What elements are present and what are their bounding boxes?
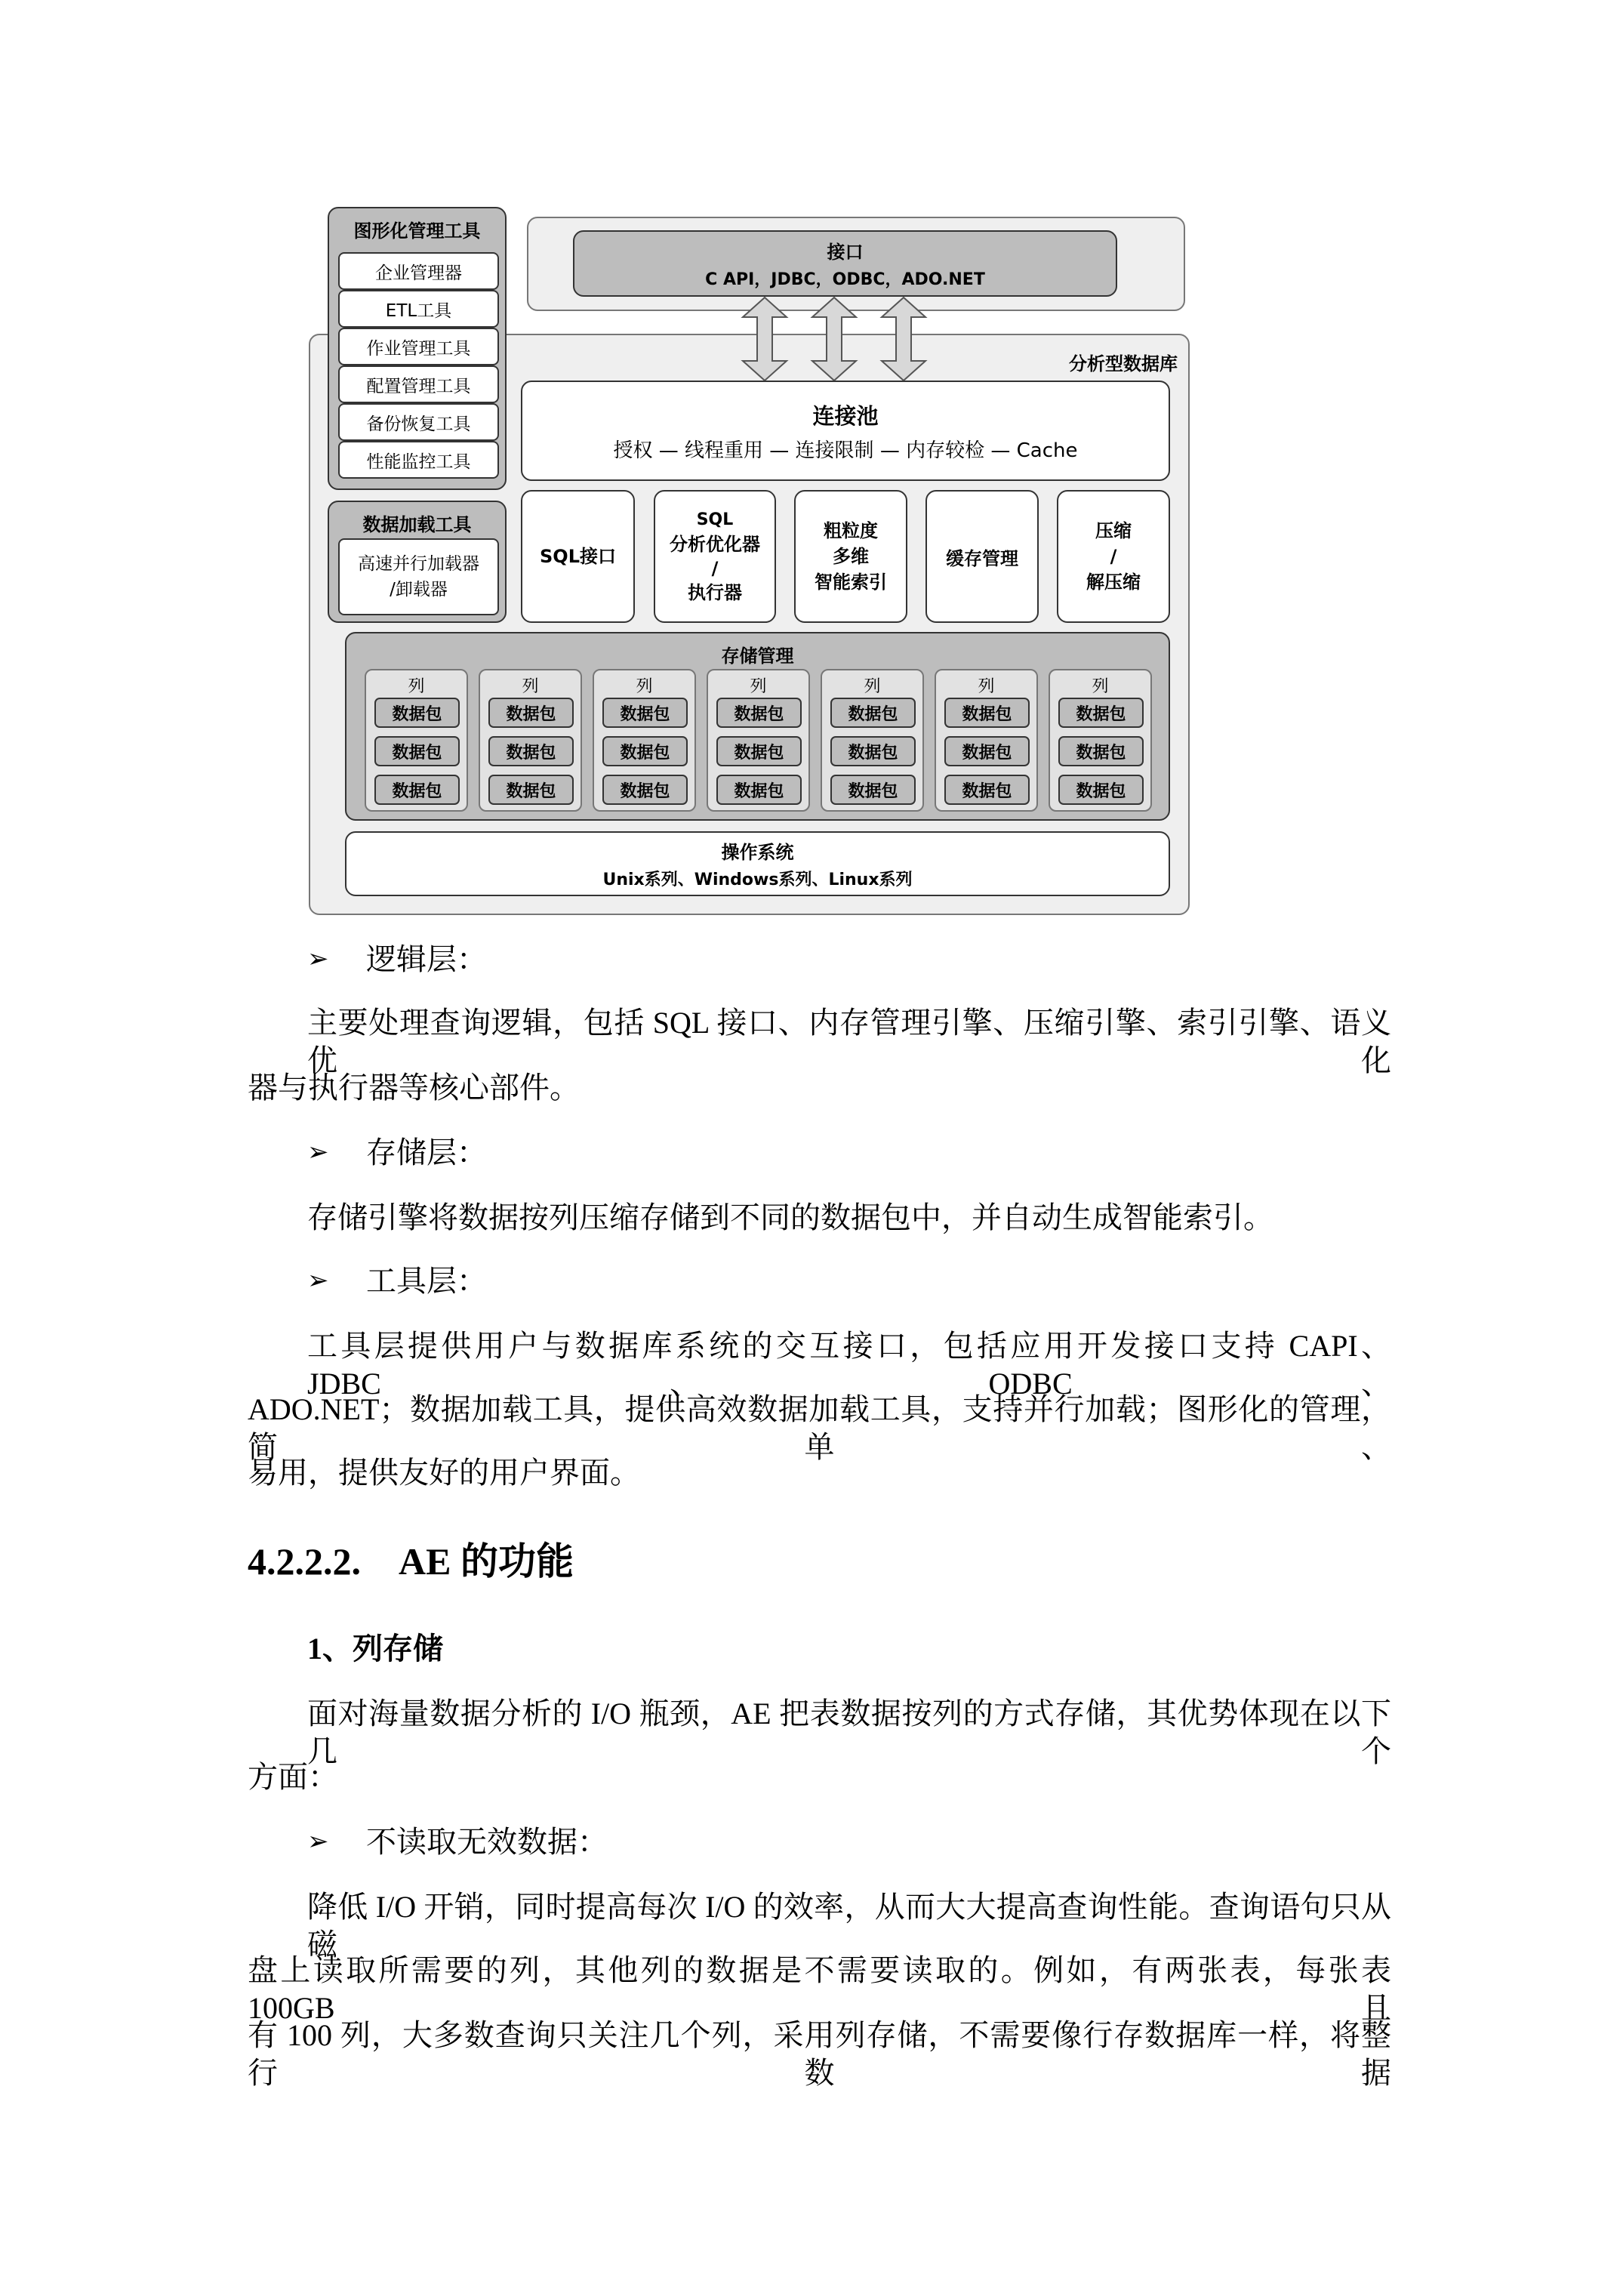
module-sql-interface xyxy=(521,490,635,623)
parallel-loader-line1: 高速并行加载器 xyxy=(358,554,479,574)
module-line: 粗粒度 xyxy=(824,520,878,541)
storage-column xyxy=(821,669,924,812)
column-label: 列 xyxy=(864,677,881,696)
module-line: 分析优化器 xyxy=(670,534,760,555)
column-label: 列 xyxy=(522,677,539,696)
data-packet: 数据包 xyxy=(1058,698,1144,728)
data-packet: 数据包 xyxy=(716,775,802,805)
paragraph-line: 面对海量数据分析的 I/O 瓶颈，AE 把表数据按列的方式存储，其优势体现在以下几个 xyxy=(307,1697,1391,1768)
module-line: SQL xyxy=(696,510,734,529)
graphical-tools-group xyxy=(328,207,507,490)
data-packet: 数据包 xyxy=(716,736,802,766)
module-compression xyxy=(1057,490,1170,623)
arrow-bullet-icon: ➢ xyxy=(307,945,329,973)
data-packet: 数据包 xyxy=(944,698,1030,728)
storage-column xyxy=(593,669,696,812)
paragraph-line: 方面： xyxy=(248,1760,338,1794)
storage-column xyxy=(707,669,810,812)
storage-layer-heading: 存储层： xyxy=(366,1136,487,1170)
interface-title: 接口 xyxy=(827,242,864,263)
column-label: 列 xyxy=(750,677,767,696)
column-label: 列 xyxy=(978,677,995,696)
data-packet: 数据包 xyxy=(488,775,574,805)
interface-subtitle: C API，JDBC，ODBC，ADO.NET xyxy=(705,270,985,289)
module-line: 缓存管理 xyxy=(946,547,1018,569)
logic-layer-heading: 逻辑层： xyxy=(366,942,487,976)
paragraph-line: ADO.NET；数据加载工具，提供高效数据加载工具，支持并行加载；图形化的管理，简单、 xyxy=(248,1392,1391,1464)
paragraph-line: 盘上读取所需要的列，其他列的数据是不需要读取的。例如，有两张表，每张表 100GB 且 xyxy=(248,1953,1391,2025)
bidirectional-arrows xyxy=(740,296,929,382)
tool-layer-heading: 工具层： xyxy=(366,1264,487,1298)
double-arrow-icon xyxy=(812,297,856,381)
module-line: 解压缩 xyxy=(1086,572,1141,593)
connection-pool-title: 连接池 xyxy=(812,402,879,429)
data-packet: 数据包 xyxy=(374,698,460,728)
subsection-heading: 1、列存储 xyxy=(307,1632,443,1666)
module-line: 执行器 xyxy=(688,582,742,603)
tool-job-manager: 作业管理工具 xyxy=(338,328,499,365)
section-heading: 4.2.2.2. AE 的功能 xyxy=(248,1540,574,1583)
module-line: 多维 xyxy=(833,546,869,567)
module-line: 压缩 xyxy=(1095,520,1132,541)
module-line: / xyxy=(1110,546,1117,567)
module-sql-optimizer-executor xyxy=(654,490,776,623)
tool-enterprise-manager: 企业管理器 xyxy=(338,252,499,290)
data-packet: 数据包 xyxy=(1058,775,1144,805)
paragraph-line: 降低 I/O 开销，同时提高每次 I/O 的效率，从而大大提高查询性能。查询语句只从磁 xyxy=(307,1890,1391,1962)
storage-column xyxy=(479,669,582,812)
module-line: SQL接口 xyxy=(540,546,616,567)
parallel-loader-line2: /卸载器 xyxy=(390,580,448,599)
paragraph-line: 器与执行器等核心部件。 xyxy=(248,1071,580,1105)
storage-column xyxy=(935,669,1038,812)
tool-config-manager: 配置管理工具 xyxy=(338,365,499,403)
data-packet: 数据包 xyxy=(944,775,1030,805)
data-packet: 数据包 xyxy=(374,775,460,805)
parallel-loader-box xyxy=(338,538,499,615)
paragraph-line: 工具层提供用户与数据库系统的交互接口，包括应用开发接口支持 CAPI、JDBC、ODBC、 xyxy=(307,1329,1391,1401)
operating-system-box xyxy=(345,831,1170,896)
data-packet: 数据包 xyxy=(602,698,688,728)
storage-column xyxy=(1049,669,1152,812)
module-line: 智能索引 xyxy=(815,572,887,593)
storage-column xyxy=(365,669,468,812)
os-title: 操作系统 xyxy=(721,842,794,863)
data-packet: 数据包 xyxy=(830,775,916,805)
tool-performance-monitor: 性能监控工具 xyxy=(338,441,499,479)
arrow-bullet-icon: ➢ xyxy=(307,1828,329,1856)
data-packet: 数据包 xyxy=(830,698,916,728)
analytic-database-label: 分析型数据库 xyxy=(1069,353,1178,374)
column-label: 列 xyxy=(636,677,653,696)
paragraph-line: 有 100 列，大多数查询只关注几个列，采用列存储，不需要像行存数据库一样，将整行数据 xyxy=(248,2018,1391,2090)
data-packet: 数据包 xyxy=(716,698,802,728)
data-loading-tools-title: 数据加载工具 xyxy=(362,514,472,535)
data-packet: 数据包 xyxy=(1058,736,1144,766)
double-arrow-icon xyxy=(882,297,925,381)
os-subtitle: Unix系列、Windows系列、Linux系列 xyxy=(602,871,913,889)
storage-manager-title: 存储管理 xyxy=(721,646,794,667)
data-packet: 数据包 xyxy=(488,698,574,728)
arrow-bullet-icon: ➢ xyxy=(307,1267,329,1295)
module-cache-manager xyxy=(925,490,1039,623)
arrow-bullet-icon: ➢ xyxy=(307,1139,329,1166)
double-arrow-icon xyxy=(743,297,787,381)
data-packet: 数据包 xyxy=(944,736,1030,766)
tool-backup-restore: 备份恢复工具 xyxy=(338,403,499,441)
connection-pool-subtitle: 授权 — 线程重用 — 连接限制 — 内存较检 — Cache xyxy=(613,439,1078,462)
interface-box xyxy=(573,230,1117,297)
data-packet: 数据包 xyxy=(602,736,688,766)
paragraph-line: 易用，提供友好的用户界面。 xyxy=(248,1456,640,1490)
paragraph-line: 存储引擎将数据按列压缩存储到不同的数据包中，并自动生成智能索引。 xyxy=(307,1200,1273,1234)
data-packet: 数据包 xyxy=(830,736,916,766)
data-packet: 数据包 xyxy=(374,736,460,766)
graphical-tools-title: 图形化管理工具 xyxy=(353,220,481,242)
tool-etl: ETL工具 xyxy=(338,290,499,328)
column-label: 列 xyxy=(408,677,425,696)
paragraph-line: 主要处理查询逻辑，包括 SQL 接口、内存管理引擎、压缩引擎、索引引擎、语义优化 xyxy=(307,1006,1391,1077)
data-loading-tools-group xyxy=(328,501,507,623)
data-packet: 数据包 xyxy=(488,736,574,766)
column-label: 列 xyxy=(1092,677,1109,696)
no-invalid-data-heading: 不读取无效数据： xyxy=(366,1825,608,1859)
module-smart-index xyxy=(794,490,907,623)
connection-pool-box xyxy=(521,381,1170,481)
data-packet: 数据包 xyxy=(602,775,688,805)
module-line: / xyxy=(711,558,719,579)
